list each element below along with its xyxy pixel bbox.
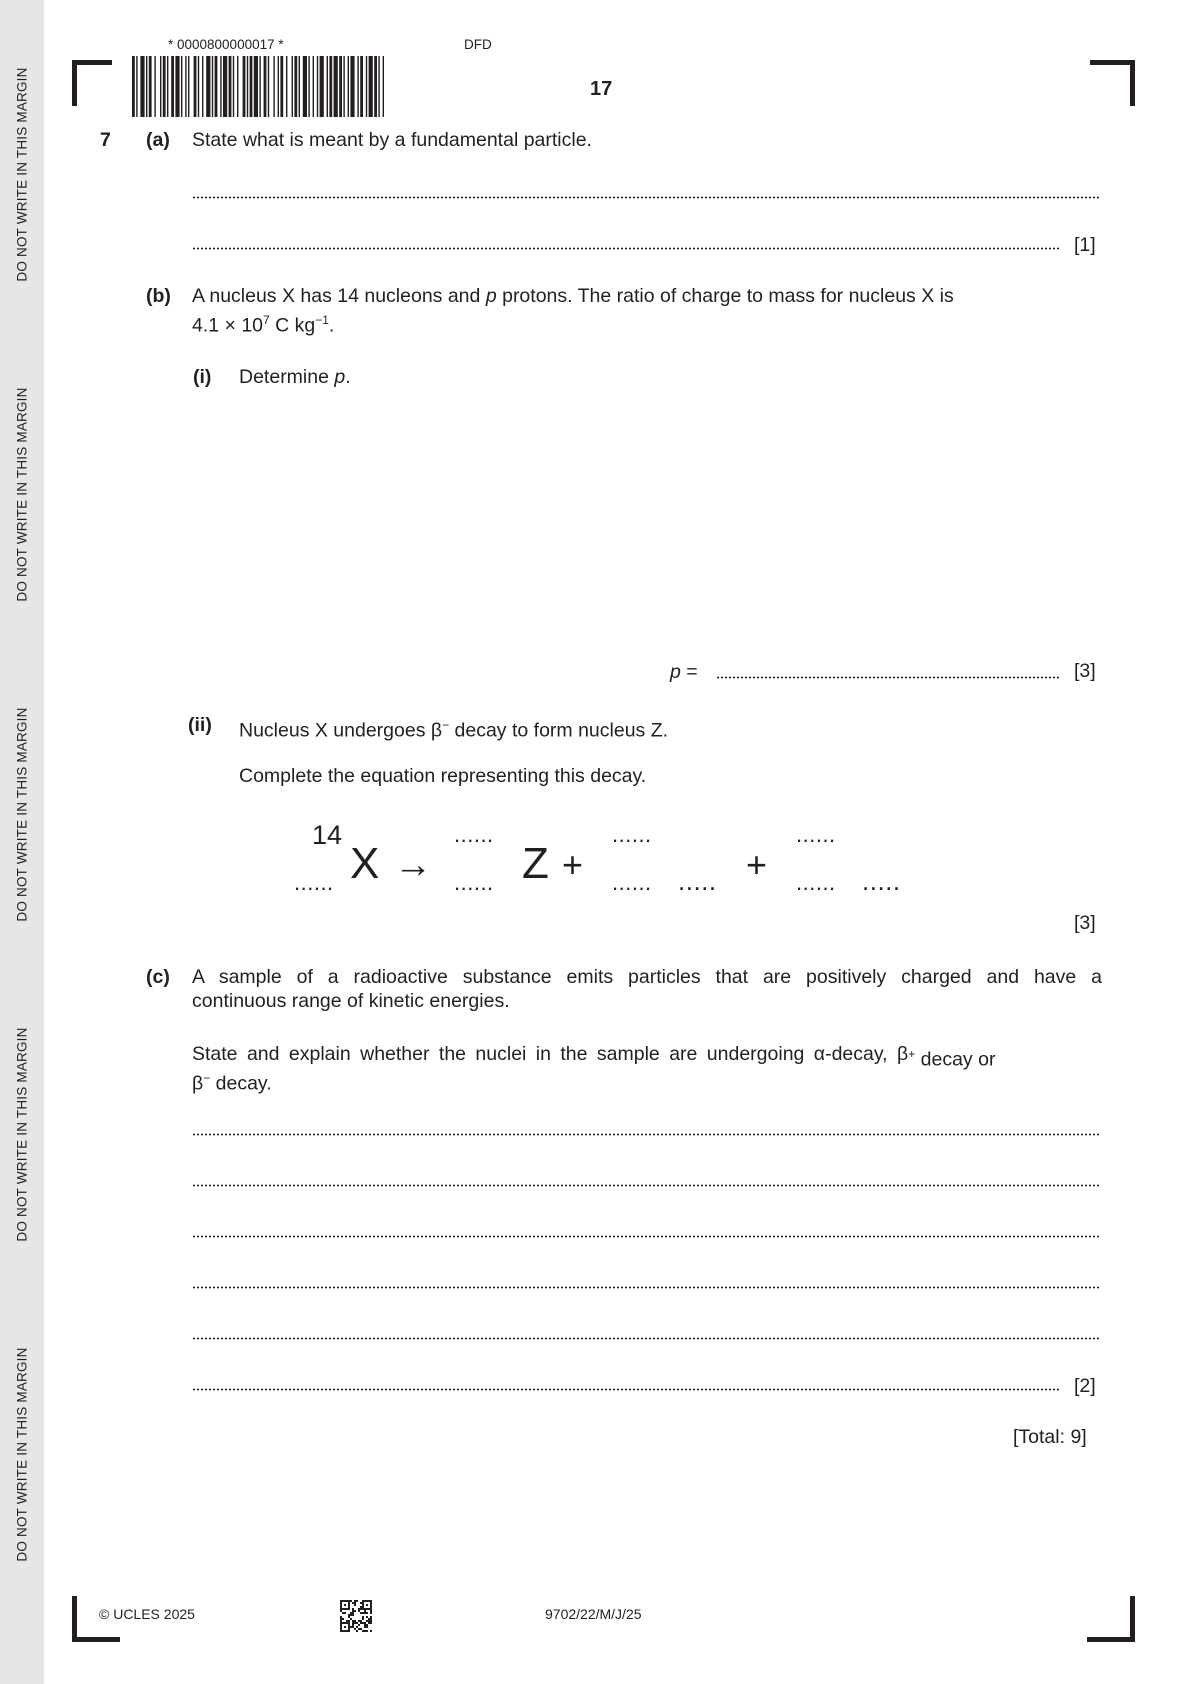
answer-label-p: p =	[670, 661, 698, 683]
part-b-label: (b)	[146, 285, 171, 307]
margin-warning: DO NOT WRITE IN THIS MARGIN	[14, 66, 30, 282]
arrow-symbol: →	[394, 844, 432, 886]
atomic-number-blank[interactable]: ......	[294, 870, 334, 895]
part-a-label: (a)	[146, 129, 170, 151]
mark-allocation: [3]	[1074, 660, 1096, 682]
part-b-text: A nucleus X has 14 nucleons and p protons. The ratio of charge to mass for nucleus X is	[192, 285, 954, 307]
answer-line	[192, 1184, 1100, 1187]
paper-code: 9702/22/M/J/25	[545, 1606, 642, 1622]
part-a-text: State what is meant by a fundamental particle.	[192, 129, 592, 151]
plus-sign: +	[746, 844, 768, 885]
part-b-ii-text: Nucleus X undergoes β− decay to form nucleus Z.	[239, 718, 669, 742]
particle-symbol-blank[interactable]: .....	[862, 866, 901, 896]
plus-sign: +	[562, 844, 584, 885]
part-b-i-label: (i)	[193, 366, 212, 388]
part-c-instruction-line2: β− decay.	[192, 1071, 272, 1095]
mark-allocation: [1]	[1074, 234, 1096, 256]
answer-line	[192, 1286, 1100, 1289]
part-c-text-line2: continuous range of kinetic energies.	[192, 990, 510, 1012]
nucleus-x-symbol: X	[350, 839, 380, 888]
barcode-number: * 0000800000017 *	[168, 37, 284, 52]
part-b-ii-instruction: Complete the equation representing this decay.	[239, 765, 647, 787]
answer-line	[192, 1133, 1100, 1136]
answer-line	[192, 1235, 1100, 1238]
answer-line	[716, 676, 1060, 679]
answer-line	[192, 196, 1100, 199]
answer-line	[192, 1337, 1100, 1340]
particle-symbol-blank[interactable]: .....	[678, 866, 717, 896]
atomic-number-blank[interactable]: ......	[454, 870, 494, 895]
margin-warning: DO NOT WRITE IN THIS MARGIN	[14, 1346, 30, 1562]
nucleus-z-symbol: Z	[522, 839, 549, 888]
part-c-text-line1: A sample of a radioactive substance emits particles that are positively charged and have a	[192, 966, 1102, 988]
mark-allocation: [3]	[1074, 912, 1096, 934]
charge-mass-ratio: $4.1 \times 10^7$ C $kg^{-1}$.	[192, 313, 335, 337]
answer-line	[192, 247, 1060, 250]
barcode	[132, 56, 496, 117]
total-marks: [Total: 9]	[1013, 1426, 1087, 1448]
page-number: 17	[590, 78, 613, 100]
qr-code-icon	[340, 1600, 372, 1632]
answer-line	[192, 1388, 1060, 1391]
decay-equation	[294, 822, 934, 902]
margin-warning: DO NOT WRITE IN THIS MARGIN	[14, 706, 30, 922]
part-c-label: (c)	[146, 966, 170, 988]
mark-allocation: [2]	[1074, 1375, 1096, 1397]
part-b-ii-label: (ii)	[188, 714, 212, 736]
margin-warning: DO NOT WRITE IN THIS MARGIN	[14, 1026, 30, 1242]
atomic-number-blank[interactable]: ......	[796, 870, 836, 895]
mass-number-blank[interactable]: ......	[796, 822, 836, 847]
atomic-number-blank[interactable]: ......	[612, 870, 652, 895]
mass-number-blank[interactable]: ......	[454, 822, 494, 847]
part-b-i-text: Determine p.	[239, 366, 351, 388]
question-number: 7	[100, 129, 111, 151]
barcode-code: DFD	[464, 37, 492, 52]
copyright: © UCLES 2025	[99, 1606, 195, 1622]
mass-number-x: 14	[312, 820, 343, 850]
margin-warning: DO NOT WRITE IN THIS MARGIN	[14, 386, 30, 602]
mass-number-blank[interactable]: ......	[612, 822, 652, 847]
part-c-instruction-line1: State and explain whether the nuclei in the sample are undergoing α-decay, β + decay or	[192, 1043, 996, 1071]
margin-strip	[0, 0, 44, 1684]
